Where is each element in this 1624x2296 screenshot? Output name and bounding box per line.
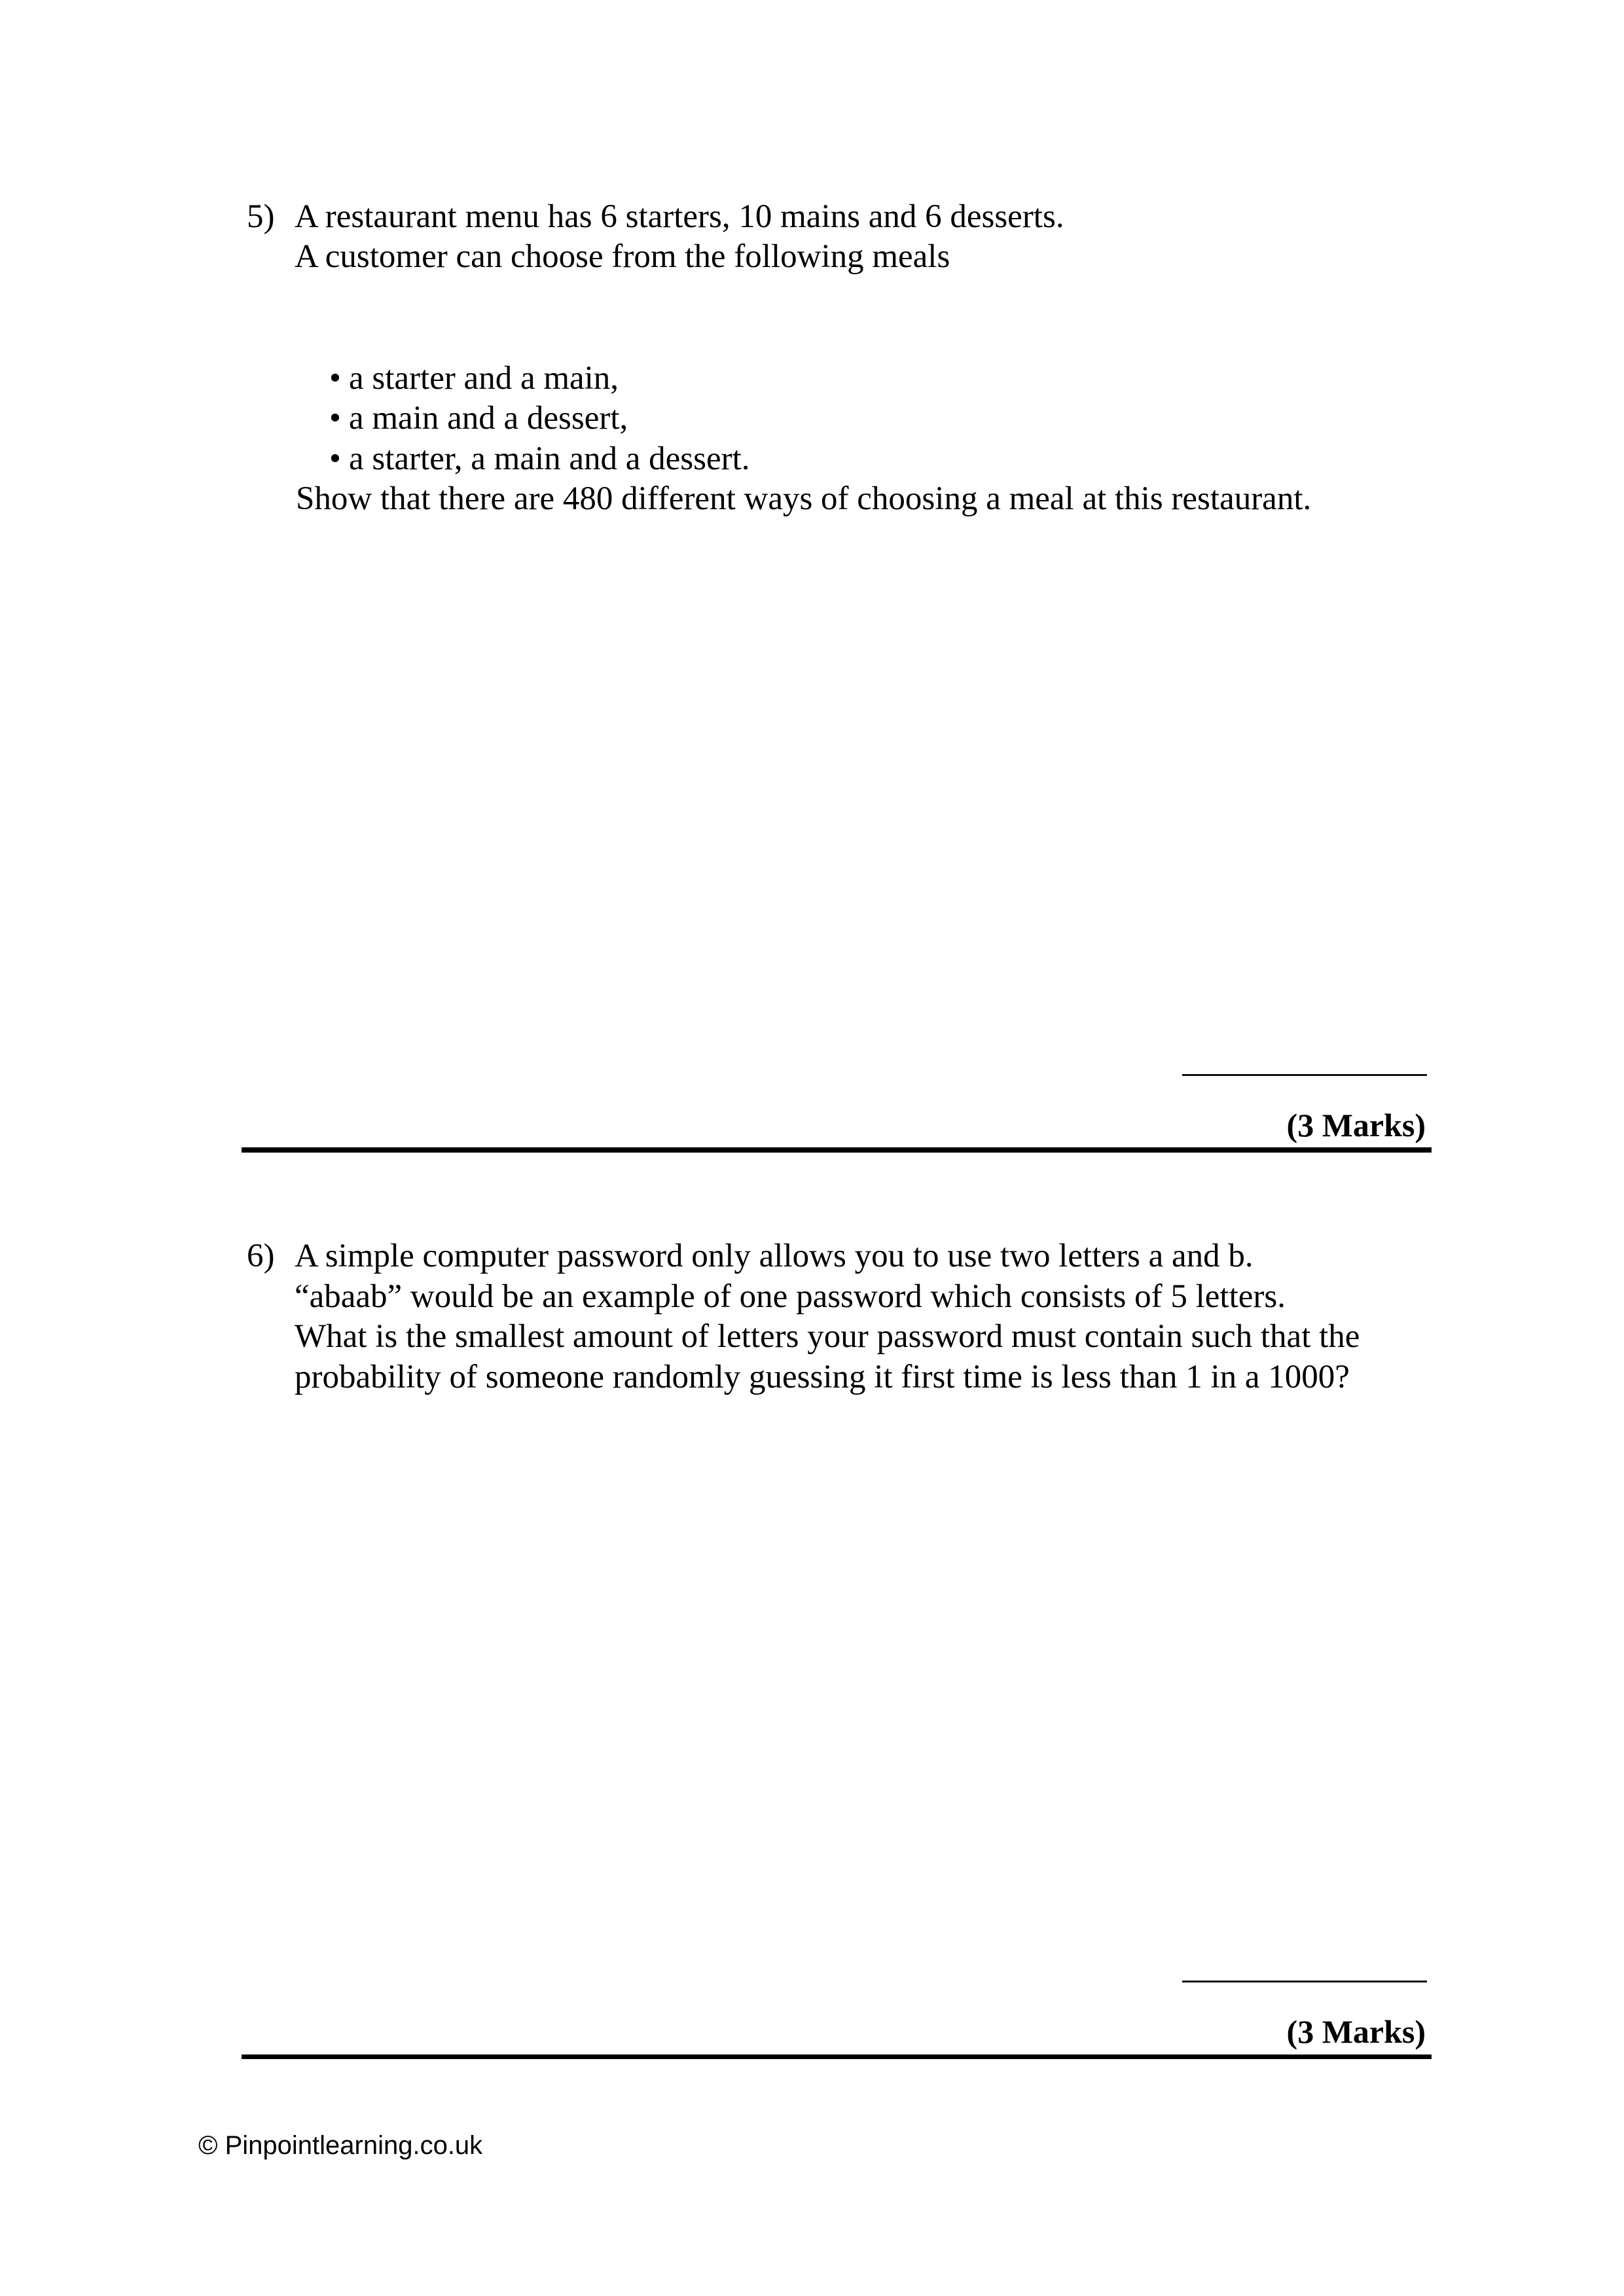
question-number: 5) — [247, 198, 275, 235]
bullet-icon: • — [329, 400, 341, 437]
question-text-line: A restaurant menu has 6 starters, 10 mains and 6 desserts. — [295, 198, 1064, 235]
marks-label: (3 Marks) — [1286, 1107, 1426, 1143]
meal-option — [296, 398, 750, 477]
question-text-line: probability of someone randomly guessing it first time is less than 1 in a 1000? — [295, 1359, 1350, 1395]
question-number: 6) — [247, 1238, 275, 1274]
question-text-line: A simple computer password only allows you to use two letters a and b. — [295, 1238, 1254, 1274]
meal-option — [296, 317, 619, 397]
section-divider — [242, 2054, 1432, 2059]
marks-label: (3 Marks) — [1286, 2013, 1426, 2050]
meal-option-text: a main and a dessert, — [349, 400, 628, 437]
answer-line[interactable] — [1182, 1981, 1427, 1982]
copyright-footer: © Pinpointlearning.co.uk — [198, 2131, 483, 2160]
meal-option — [296, 357, 628, 437]
answer-line[interactable] — [1182, 1074, 1427, 1076]
section-divider — [242, 1147, 1432, 1153]
meal-option-text: a starter, a main and a dessert. — [349, 440, 750, 477]
question-text-line: A customer can choose from the following meals — [295, 238, 950, 275]
bullet-icon: • — [329, 360, 341, 397]
question-prompt: Show that there are 480 different ways of choosing a meal at this restaurant. — [296, 480, 1312, 517]
question-text-line: “abaab” would be an example of one password which consists of 5 letters. — [295, 1278, 1286, 1315]
bullet-icon: • — [329, 440, 341, 477]
question-text-line: What is the smallest amount of letters your password must contain such that the — [295, 1318, 1360, 1355]
meal-option-text: a starter and a main, — [349, 360, 619, 397]
